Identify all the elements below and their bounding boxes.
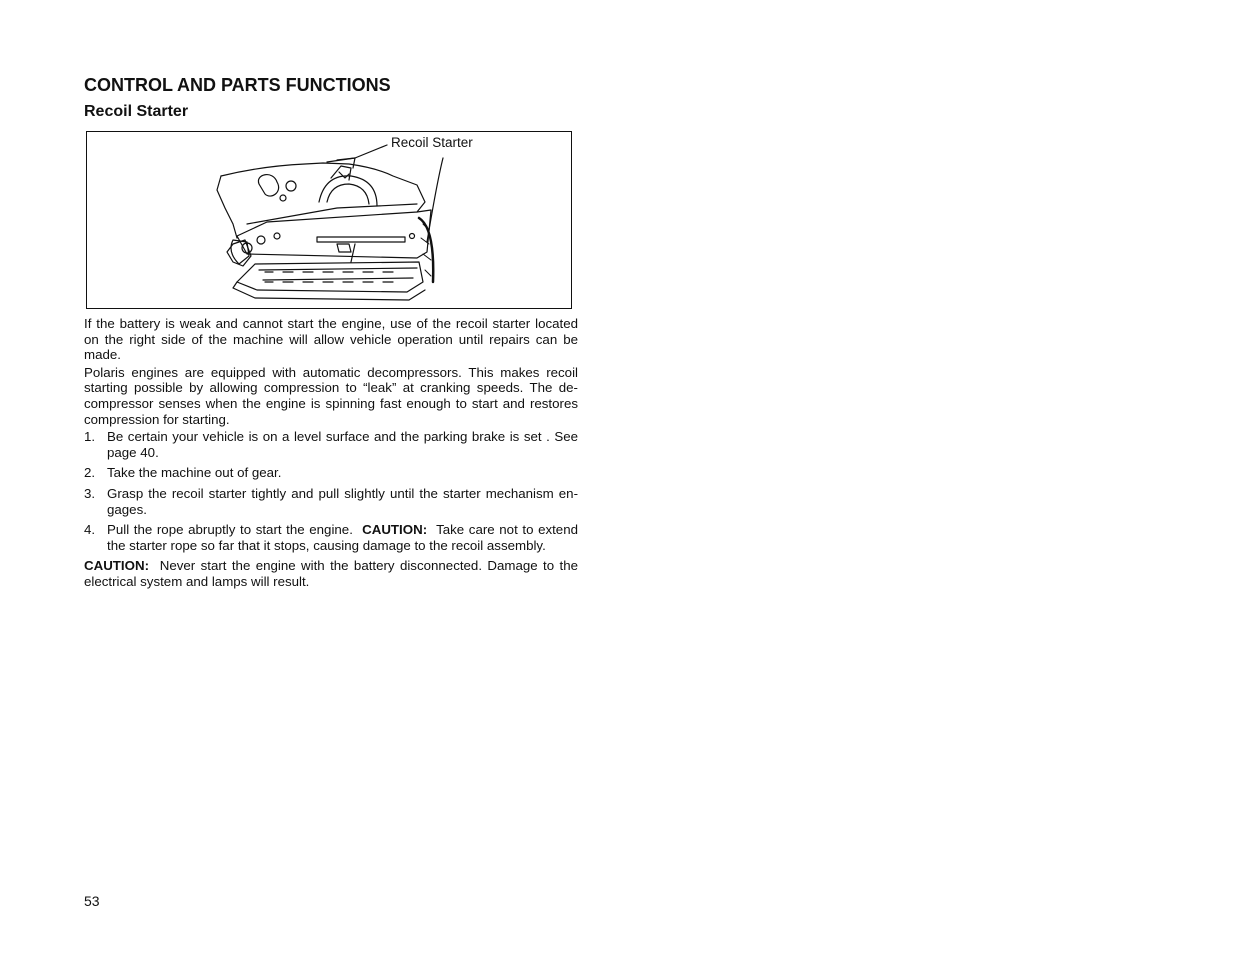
paragraph: Polaris engines are equipped with automatic decompressors. This makes recoil starting possible by allowing compression to “leak” at cranking speeds. The de-compressor senses when the engine is spinning fast enough to start and restores compression for starting.	[84, 364, 578, 427]
figure-label: Recoil Starter	[391, 135, 473, 150]
step-item	[84, 465, 578, 481]
caution-paragraph	[84, 558, 578, 589]
step-number: 3.	[84, 485, 96, 501]
step-item	[84, 522, 578, 553]
body-text	[84, 316, 578, 592]
step-text: Take the machine out of gear.	[107, 465, 282, 481]
caution-label: CAUTION:	[84, 558, 149, 574]
step-item	[84, 429, 578, 460]
step-number: 2.	[84, 465, 96, 481]
caution-text: Never start the engine with the battery disconnected. Damage to the electrical system and lamps will result.	[84, 558, 578, 589]
step-text: Grasp the recoil starter tightly and pull slightly until the starter mechanism en-gages.	[107, 485, 578, 517]
step-text: Be certain your vehicle is on a level surface and the parking brake is set . See page 40.	[107, 429, 578, 460]
recoil-starter-illustration	[87, 132, 571, 308]
section-title: Recoil Starter	[84, 103, 189, 120]
step-number: 1.	[84, 429, 96, 445]
caution-text: Take care not to extend the starter rope so far that it stops, causing damage to the recoil assembly.	[107, 522, 578, 553]
recoil-starter-figure	[86, 131, 572, 309]
step-item	[84, 486, 578, 517]
steps-list	[84, 429, 578, 553]
caution-label: CAUTION:	[362, 522, 428, 538]
page-number: 53	[84, 893, 100, 909]
paragraph: If the battery is weak and cannot start the engine, use of the recoil starter located on the right side of the machine will allow vehicle operation until repairs can be made.	[84, 316, 578, 363]
page-title: CONTROL AND PARTS FUNCTIONS	[84, 75, 391, 95]
step-text: Pull the rope abruptly to start the engine.	[107, 522, 353, 538]
step-number: 4.	[84, 522, 96, 538]
